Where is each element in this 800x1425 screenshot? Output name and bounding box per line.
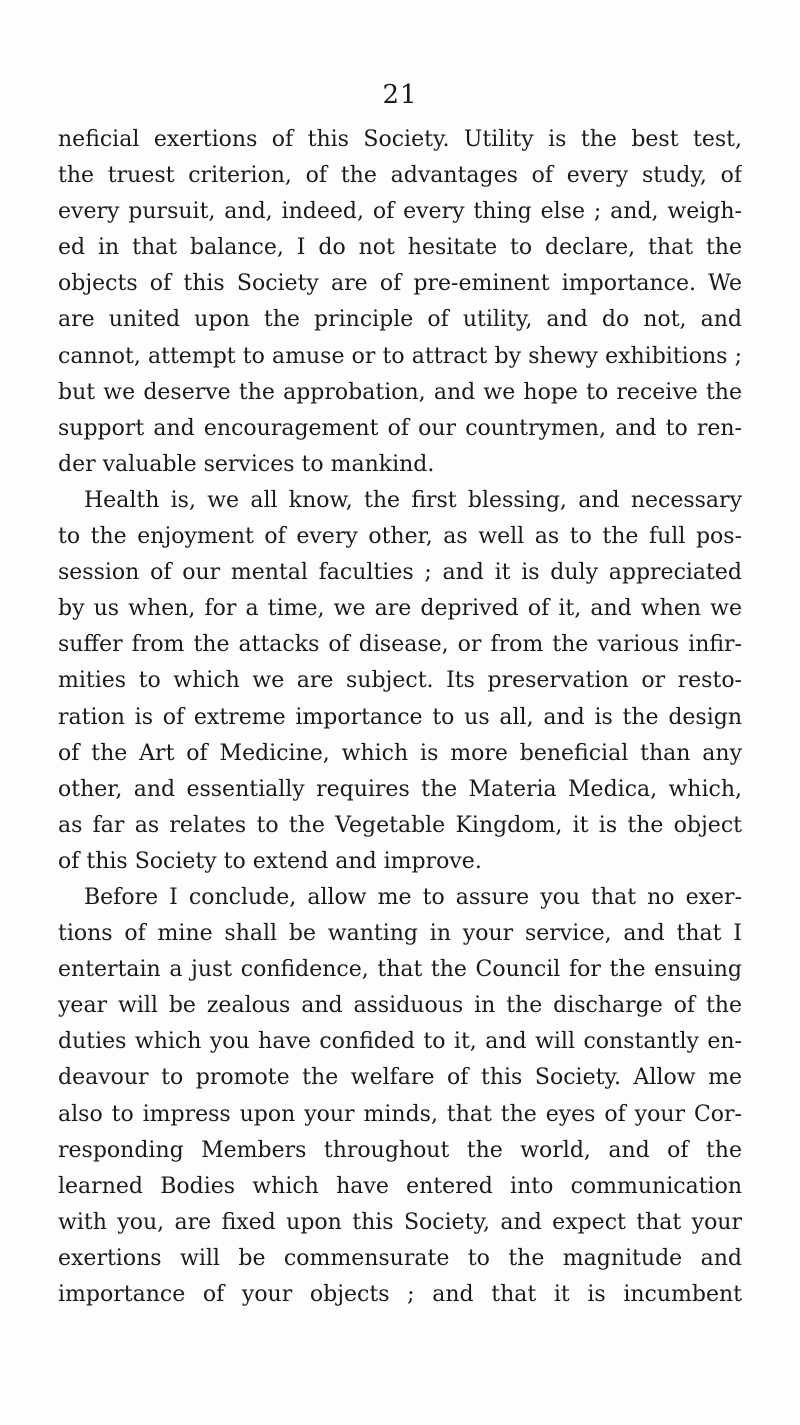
text-line: as far as relates to the Vegetable Kingdom, it is the object bbox=[58, 812, 742, 838]
text-line: of this Society to extend and improve. bbox=[58, 848, 482, 874]
text-line: with you, are fixed upon this Society, and expect that your bbox=[58, 1209, 742, 1235]
text-line: year will be zealous and assiduous in the discharge of the bbox=[58, 993, 742, 1019]
text-line: the truest criterion, of the advantages of every study, of bbox=[58, 163, 742, 189]
text-line: Health is, we all know, the first blessing, and necessary bbox=[84, 487, 742, 513]
text-line: by us when, for a time, we are deprived of it, and when we bbox=[58, 596, 742, 622]
text-line: other, and essentially requires the Materia Medica, which, bbox=[58, 776, 742, 802]
text-line: session of our mental faculties ; and it is duly appreciated bbox=[58, 560, 742, 586]
text-line: der valuable services to mankind. bbox=[58, 451, 435, 477]
text-line: ed in that balance, I do not hesitate to declare, that the bbox=[58, 235, 742, 261]
text-line: also to impress upon your minds, that the eyes of your Cor- bbox=[58, 1101, 742, 1127]
text-line: cannot, attempt to amuse or to attract by shewy exhibitions ; bbox=[58, 343, 742, 369]
page-number: 21 bbox=[382, 80, 418, 110]
text-line: exertions will be commensurate to the magnitude and bbox=[58, 1245, 742, 1271]
text-line: deavour to promote the welfare of this Society. Allow me bbox=[58, 1065, 742, 1091]
text-line: entertain a just confidence, that the Council for the ensuing bbox=[58, 957, 742, 983]
text-line: are united upon the principle of utility, and do not, and bbox=[58, 307, 742, 333]
text-line: support and encouragement of our countrymen, and to ren- bbox=[58, 415, 742, 441]
body-text bbox=[58, 122, 742, 1313]
text-line: tions of mine shall be wanting in your service, and that I bbox=[58, 921, 742, 947]
text-line: duties which you have confided to it, and will constantly en- bbox=[58, 1029, 742, 1055]
text-line: every pursuit, and, indeed, of every thing else ; and, weigh- bbox=[58, 199, 742, 225]
text-line: neficial exertions of this Society. Utility is the best test, bbox=[58, 127, 742, 152]
text-line: importance of your objects ; and that it is incumbent bbox=[58, 1282, 742, 1307]
text-line: objects of this Society are of pre-eminent importance. We bbox=[58, 271, 742, 297]
text-line: ration is of extreme importance to us all, and is the design bbox=[58, 704, 742, 730]
text-line: to the enjoyment of every other, as well as to the full pos- bbox=[58, 524, 742, 550]
text-line: learned Bodies which have entered into communication bbox=[58, 1173, 742, 1199]
text-line: mities to which we are subject. Its preservation or resto- bbox=[58, 668, 742, 694]
text-line: but we deserve the approbation, and we hope to receive the bbox=[58, 379, 742, 405]
text-line: suffer from the attacks of disease, or from the various infir- bbox=[58, 632, 742, 658]
text-line: of the Art of Medicine, which is more beneficial than any bbox=[58, 740, 742, 766]
text-line: responding Members throughout the world, and of the bbox=[58, 1137, 742, 1163]
text-line: Before I conclude, allow me to assure you that no exer- bbox=[84, 884, 742, 910]
